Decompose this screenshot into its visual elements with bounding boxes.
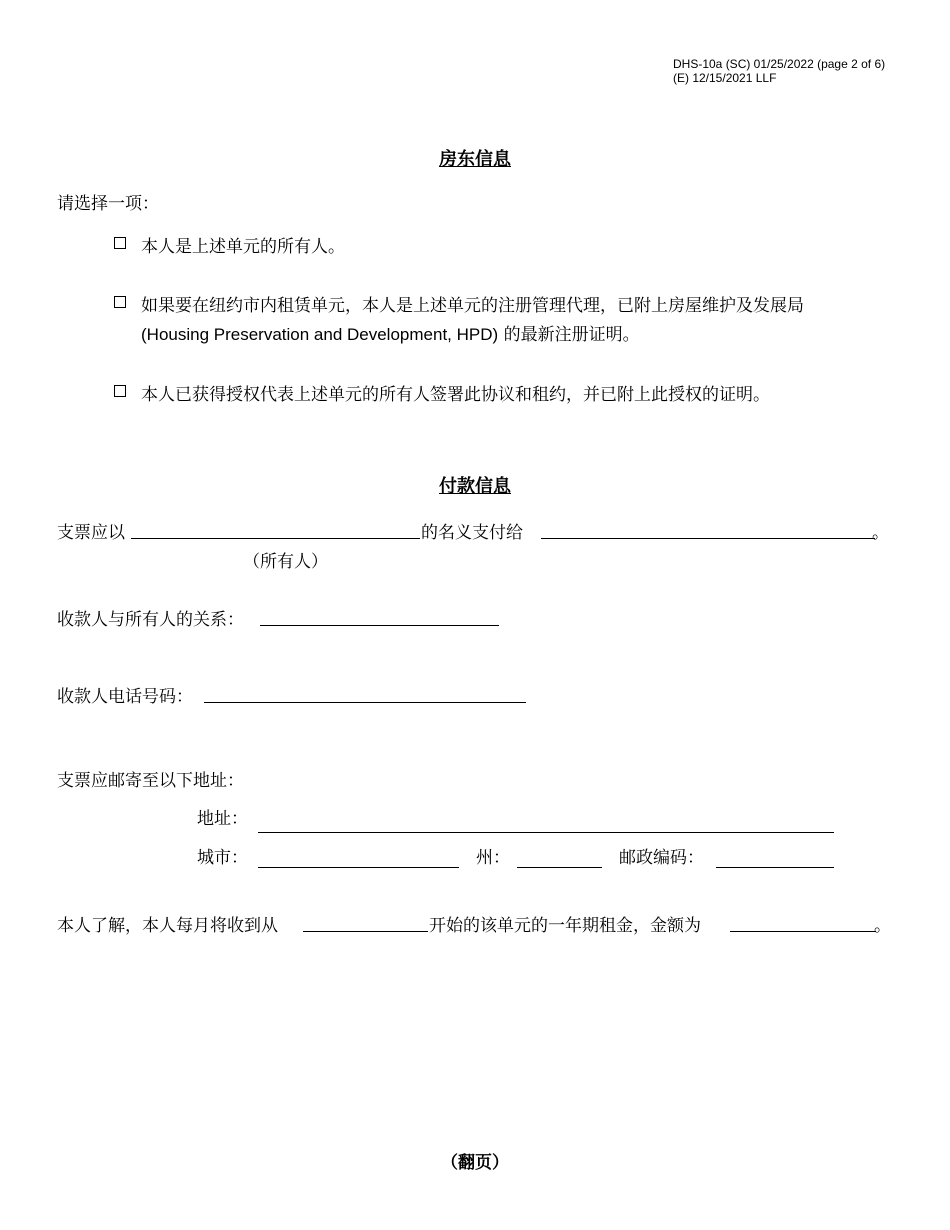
zip-field[interactable] [716, 867, 834, 868]
rent-amount-field[interactable] [730, 931, 876, 932]
address-label: 地址： [197, 809, 248, 829]
authorized-checkbox[interactable] [114, 385, 126, 397]
turn-page-note: （翻页） [441, 1153, 509, 1173]
check-payable-end: 。 [872, 523, 889, 543]
payee-name-field[interactable] [541, 538, 875, 539]
form-id: DHS-10a (SC) 01/25/2022 (page 2 of 6) [673, 57, 886, 71]
zip-label: 邮政编码： [619, 848, 704, 868]
relationship-label: 收款人与所有人的关系： [57, 610, 244, 630]
phone-label: 收款人电话号码： [57, 687, 193, 707]
mail-address-label: 支票应邮寄至以下地址： [57, 771, 244, 791]
state-label: 州： [476, 848, 510, 868]
form-revision: (E) 12/15/2021 LLF [673, 71, 777, 85]
agent-option-line2 [141, 320, 640, 345]
agent-option-line1: 如果要在纽约市内租赁单元，本人是上述单元的注册管理代理，已附上房屋维护及发展局 [141, 296, 804, 316]
owner-checkbox[interactable] [114, 237, 126, 249]
city-field[interactable] [258, 867, 459, 868]
hpd-name: (Housing Preservation and Development, HPD) [141, 325, 499, 344]
agent-checkbox[interactable] [114, 296, 126, 308]
rent-end: 。 [874, 916, 891, 936]
authorized-option-text: 本人已获得授权代表上述单元的所有人签署此协议和租约，并已附上此授权的证明。 [141, 385, 770, 405]
city-label: 城市： [197, 848, 248, 868]
relationship-field[interactable] [260, 625, 499, 626]
owner-name-field[interactable] [131, 538, 420, 539]
rent-start-date-field[interactable] [303, 931, 428, 932]
rent-middle: 开始的该单元的一年期租金，金额为 [429, 916, 701, 936]
hpd-suffix: 的最新注册证明。 [498, 325, 640, 345]
rent-prefix: 本人了解，本人每月将收到从 [57, 916, 278, 936]
owner-option-text: 本人是上述单元的所有人。 [141, 237, 345, 257]
select-one-prompt: 请选择一项： [57, 194, 159, 214]
owner-caption: （所有人） [243, 552, 328, 572]
check-payable-middle: 的名义支付给 [421, 523, 523, 543]
state-field[interactable] [517, 867, 602, 868]
landlord-section-title: 房东信息 [439, 149, 511, 170]
phone-field[interactable] [204, 702, 526, 703]
check-payable-prefix: 支票应以 [57, 523, 125, 543]
payment-section-title: 付款信息 [439, 476, 511, 497]
address-field[interactable] [258, 832, 834, 833]
